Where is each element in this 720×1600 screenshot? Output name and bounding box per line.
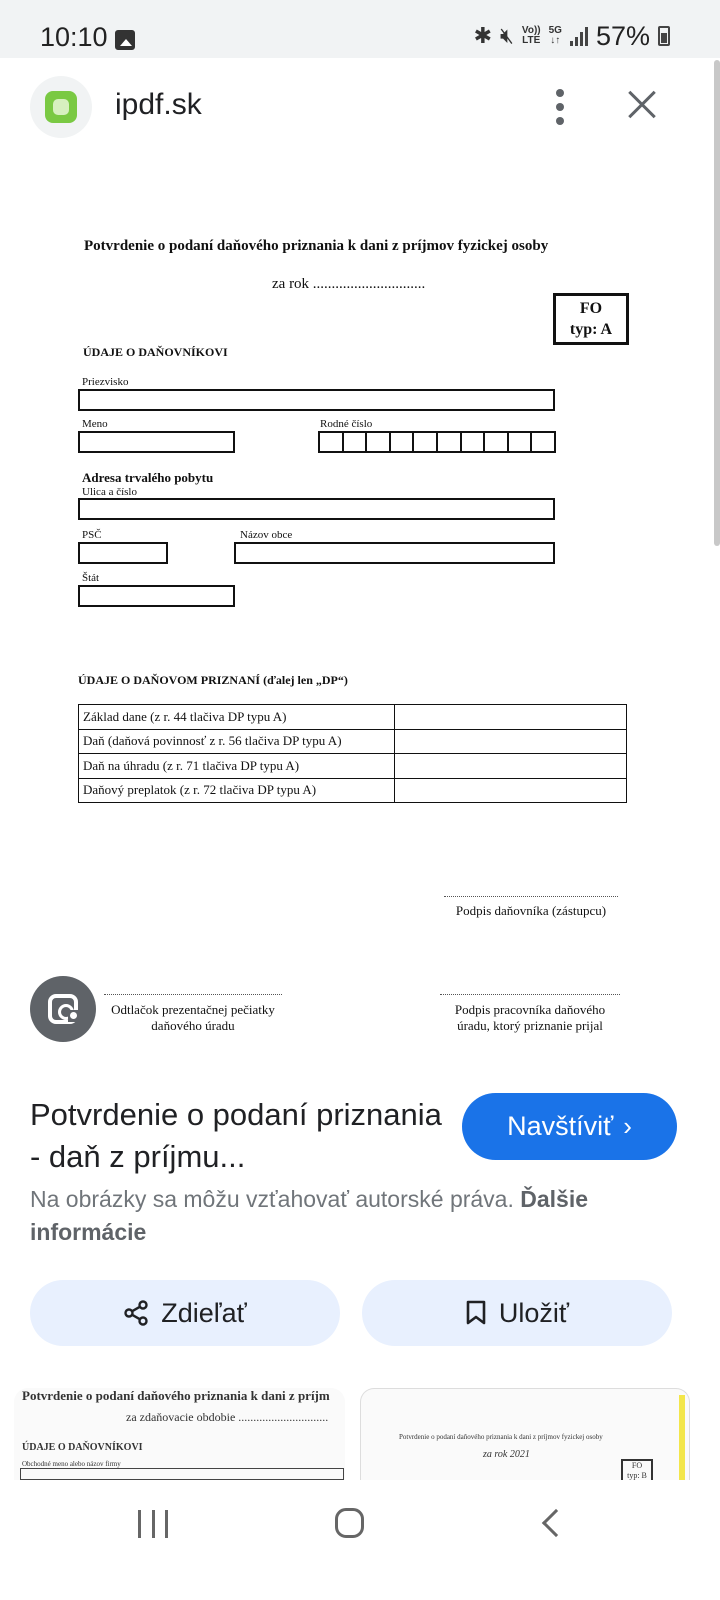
table-cell-value <box>395 729 627 754</box>
thumb2-year: za rok 2021 <box>483 1449 530 1460</box>
site-logo[interactable] <box>30 76 92 138</box>
doc-tax-table <box>78 704 627 803</box>
doc-stamp-line <box>104 994 282 995</box>
related-image-2[interactable] <box>360 1388 690 1480</box>
thumb2-title: Potvrdenie o podaní daňového priznania k dani z príjmov fyzickej osoby <box>399 1433 603 1441</box>
doc-signature-taxpayer: Podpis daňovníka (zástupcu) <box>455 903 607 918</box>
doc-signature-line-officer <box>440 994 620 995</box>
home-icon[interactable] <box>335 1508 364 1538</box>
thumb2-fo-box: FO typ: B <box>621 1459 653 1480</box>
doc-field-surname <box>78 389 555 411</box>
doc-field-street <box>78 498 555 520</box>
bookmark-icon <box>465 1300 487 1326</box>
status-icons <box>474 20 670 52</box>
volte-icon: Vo)) LTE <box>521 25 541 46</box>
doc-label-name: Meno <box>82 418 108 430</box>
doc-field-name <box>78 431 235 453</box>
save-label: Uložiť <box>498 1297 570 1328</box>
doc-label-birth-number: Rodné číslo <box>320 418 373 430</box>
result-title[interactable]: Potvrdenie o podaní priznania - daň z príjmu... <box>30 1097 442 1174</box>
google-lens-button[interactable] <box>30 976 96 1042</box>
mute-icon: 🔇︎ <box>500 23 514 48</box>
doc-field-birth-number <box>318 431 556 453</box>
share-icon <box>123 1300 149 1326</box>
copyright-notice <box>30 1183 670 1249</box>
doc-label-surname: Priezvisko <box>82 376 129 388</box>
doc-field-town <box>234 542 555 564</box>
recent-apps-icon[interactable] <box>138 1510 168 1538</box>
chevron-right-icon: › <box>623 1111 632 1141</box>
system-nav-bar <box>0 1480 720 1600</box>
copyright-text: Na obrázky sa môžu vzťahovať autorské práva. <box>30 1186 514 1212</box>
close-icon[interactable] <box>620 80 670 130</box>
share-label: Zdieľať <box>161 1297 247 1328</box>
site-favicon-icon <box>45 91 77 123</box>
table-row <box>79 705 627 730</box>
status-time: 10:10 <box>40 22 108 52</box>
table-cell-label: Daň na úhradu (z r. 71 tlačiva DP typu A) <box>79 754 395 779</box>
table-row <box>79 778 627 803</box>
status-bar <box>0 0 720 58</box>
table-cell-label: Daňový preplatok (z r. 72 tlačiva DP typu A) <box>79 778 395 803</box>
signal-icon <box>570 26 588 46</box>
battery-icon <box>658 26 670 46</box>
bluetooth-icon: ✱ <box>473 23 493 48</box>
doc-fo-type-box: FO typ: A <box>553 293 629 345</box>
doc-signature-officer: Podpis pracovníka daňového úradu, ktorý priznanie prijal <box>454 1002 606 1033</box>
table-cell-value <box>395 754 627 779</box>
doc-label-country: Štát <box>82 572 100 584</box>
table-row <box>79 729 627 754</box>
doc-year-line: za rok .............................. <box>272 276 426 292</box>
network-5g-icon: 5G ↓↑ <box>548 25 562 46</box>
more-options-button[interactable] <box>540 82 580 132</box>
thumb1-section: ÚDAJE O DAŇOVNÍKOVI <box>22 1442 143 1453</box>
document-preview-image[interactable] <box>0 160 700 1060</box>
share-button[interactable] <box>30 1280 340 1346</box>
thumb1-line4: Obchodné meno alebo názov firmy <box>22 1460 121 1468</box>
related-image-1[interactable] <box>14 1388 345 1480</box>
doc-title: Potvrdenie o podaní daňového priznania k dani z príjmov fyzickej osoby <box>84 238 549 254</box>
more-info-link[interactable]: Ďalšie informácie <box>30 1186 589 1245</box>
table-row <box>79 754 627 779</box>
doc-section-tax-return: ÚDAJE O DAŇOVOM PRIZNANÍ (ďalej len „DP“) <box>78 673 348 687</box>
table-cell-value <box>395 705 627 730</box>
table-cell-label: Daň (daňová povinnosť z r. 56 tlačiva DP typu A) <box>79 729 395 754</box>
back-icon[interactable] <box>542 1509 570 1537</box>
doc-section-taxpayer: ÚDAJE O DAŇOVNÍKOVI <box>83 345 228 359</box>
save-button[interactable] <box>362 1280 672 1346</box>
doc-signature-line-taxpayer <box>444 896 618 897</box>
doc-label-street: Ulica a číslo <box>82 486 137 498</box>
battery-percent: 57% <box>595 20 650 51</box>
viewer-top-bar <box>0 58 720 154</box>
scrollbar[interactable] <box>714 60 720 546</box>
table-cell-label: Základ dane (z r. 44 tlačiva DP typu A) <box>79 705 395 730</box>
doc-stamp-label: Odtlačok prezentačnej pečiatky daňového úradu <box>111 1002 275 1033</box>
thumb1-title: Potvrdenie o podaní daňového priznania k dani z príjm <box>22 1388 330 1403</box>
doc-field-country <box>78 585 235 607</box>
visit-label: Navštíviť <box>507 1111 614 1141</box>
site-name[interactable]: ipdf.sk <box>115 88 202 121</box>
doc-label-address-heading: Adresa trvalého pobytu <box>82 470 214 485</box>
doc-label-town: Názov obce <box>240 529 293 541</box>
thumb1-line2: za zdaňovacie obdobie .............................. <box>126 1410 329 1424</box>
visit-button[interactable] <box>462 1093 677 1160</box>
table-cell-value <box>395 778 627 803</box>
doc-label-zip: PSČ <box>82 529 102 541</box>
gallery-notification-icon <box>115 30 135 50</box>
doc-field-zip <box>78 542 168 564</box>
